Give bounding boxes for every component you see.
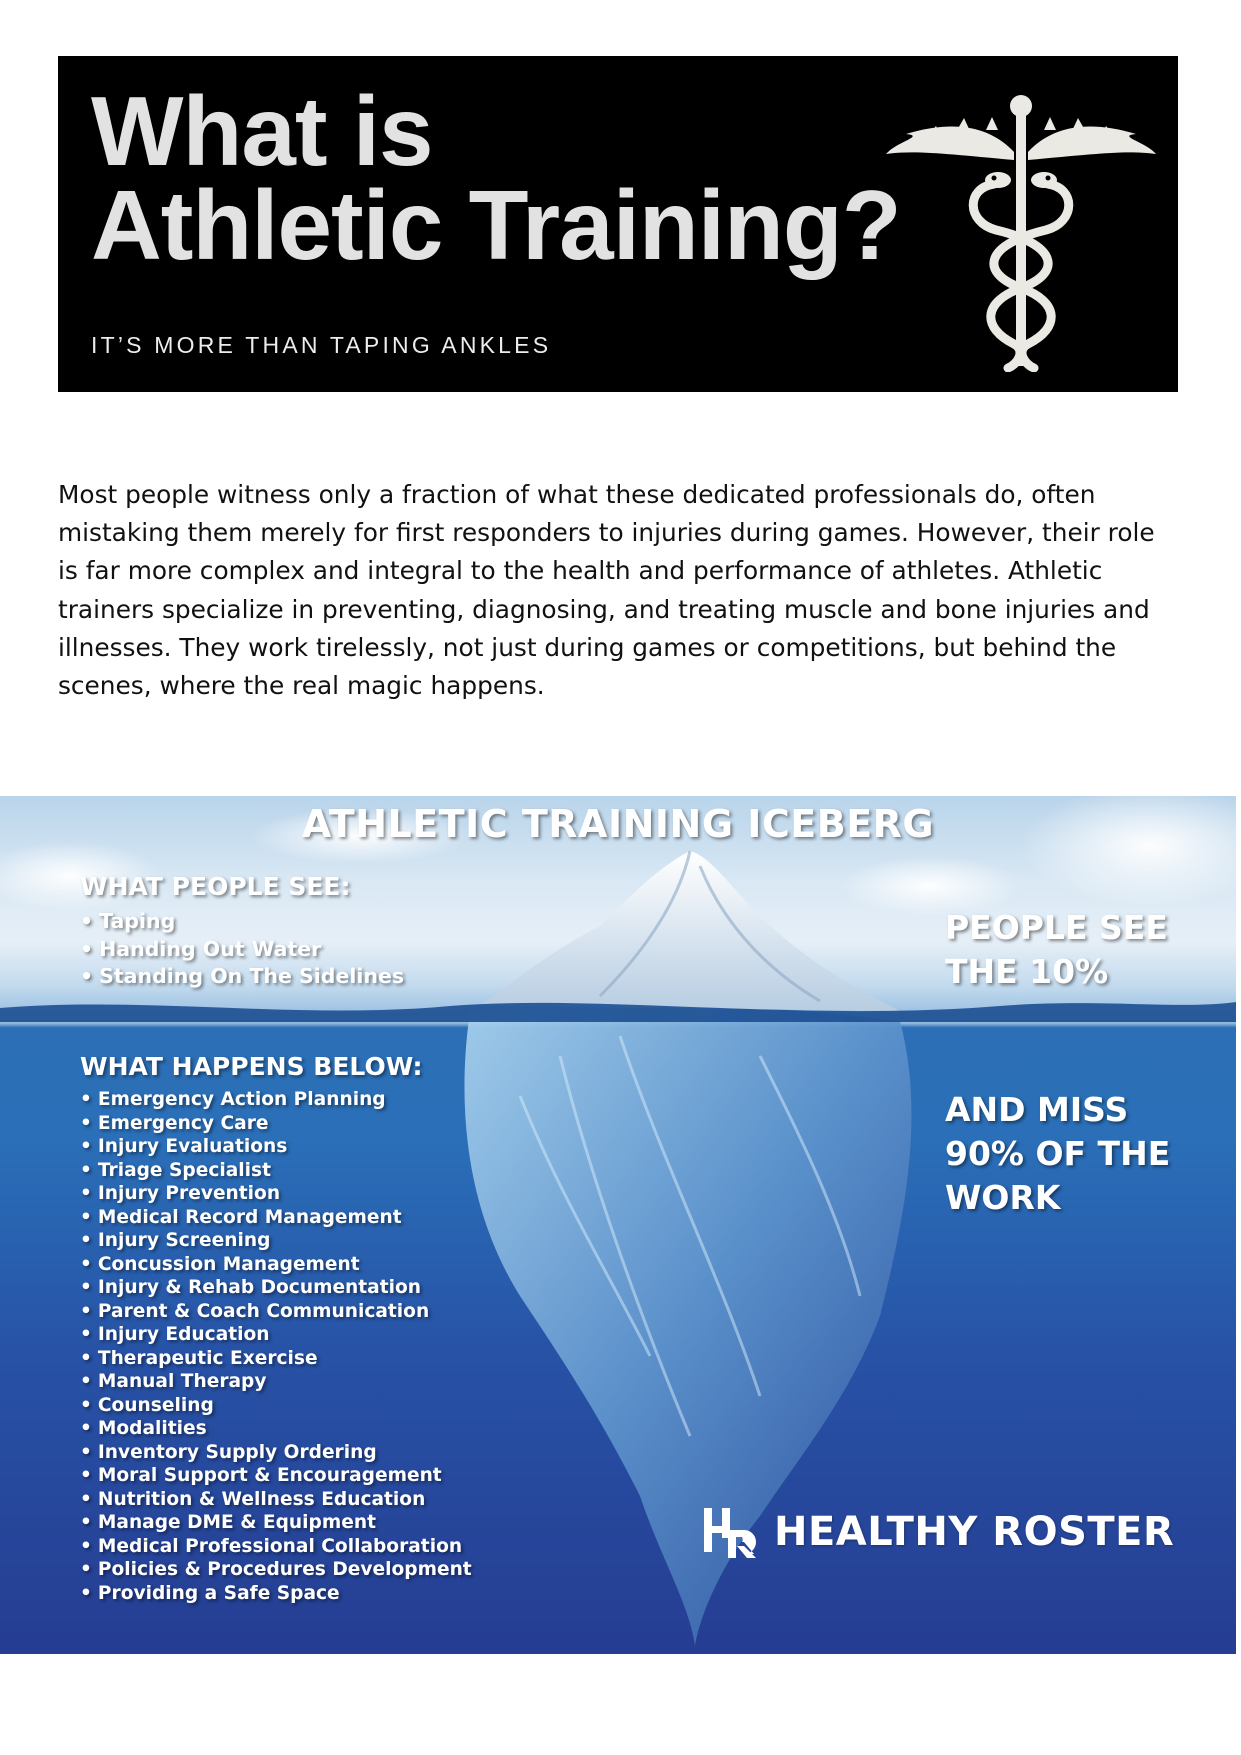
logo-text: HEALTHY ROSTER xyxy=(774,1509,1175,1555)
page-title xyxy=(91,76,901,280)
list-item xyxy=(80,963,404,991)
iceberg-infographic xyxy=(0,796,1236,1654)
title-line-1: What is xyxy=(91,76,433,186)
people-miss-callout: AND MISS 90% OF THE WORK xyxy=(945,1090,1171,1217)
bullet: • xyxy=(80,964,94,988)
bullet: • xyxy=(80,1277,92,1298)
list-item xyxy=(80,1417,472,1441)
list-item-text: Moral Support & Encouragement xyxy=(97,1465,442,1486)
bullet: • xyxy=(80,1347,92,1369)
bullet: • xyxy=(80,1559,92,1580)
what-people-see-heading: WHAT PEOPLE SEE: xyxy=(80,872,351,901)
bullet: • xyxy=(80,1465,92,1486)
what-people-see-list xyxy=(80,908,404,991)
list-item-text: Policies & Procedures Development xyxy=(97,1559,472,1580)
bullet: • xyxy=(80,1300,92,1322)
list-item xyxy=(80,1347,472,1371)
list-item xyxy=(80,1394,472,1418)
list-item-text: Nutrition & Wellness Education xyxy=(97,1488,426,1510)
list-item xyxy=(80,1159,472,1183)
list-item-text: Parent & Coach Communication xyxy=(97,1300,430,1322)
bullet: • xyxy=(80,1441,92,1463)
intro-paragraph: Most people witness only a fraction of what these dedicated professionals do, often mistaking them merely for first responders to injuries during games. However, their role is far more complex and integral to the health and performance of athletes. Athletic trainers specialize in preventing, diagnosing, and treating muscle and bone injuries and illnesses. They work tirelessly, not just during games or competitions, but behind the scenes, where the real magic happens. xyxy=(58,480,1155,701)
bullet: • xyxy=(80,1112,92,1134)
list-item xyxy=(80,1488,472,1512)
list-item-text: Triage Specialist xyxy=(97,1159,271,1181)
list-item xyxy=(80,908,404,936)
people-see-callout: PEOPLE SEE THE 10% xyxy=(945,908,1168,991)
list-item-text: Injury Screening xyxy=(97,1230,271,1251)
bullet: • xyxy=(80,1253,92,1275)
header-banner xyxy=(58,56,1178,392)
bullet: • xyxy=(80,1159,92,1181)
list-item-text: Emergency Care xyxy=(97,1112,269,1134)
bullet: • xyxy=(80,1582,92,1604)
healthy-roster-logo xyxy=(702,1504,1174,1560)
list-item xyxy=(80,1323,472,1347)
list-item-text: Handing Out Water xyxy=(99,936,322,961)
iceberg-tip xyxy=(480,851,900,1011)
list-item xyxy=(80,1582,472,1606)
list-item-text: Injury Prevention xyxy=(97,1183,281,1204)
list-item xyxy=(80,1370,472,1394)
list-item xyxy=(80,1511,472,1535)
bullet: • xyxy=(80,936,94,961)
waterline xyxy=(0,1002,1236,1022)
list-item xyxy=(80,1535,472,1559)
bullet: • xyxy=(80,1206,92,1228)
bullet: • xyxy=(80,1535,92,1557)
list-item xyxy=(80,1135,472,1159)
list-item-text: Therapeutic Exercise xyxy=(97,1347,318,1369)
list-item-text: Medical Professional Collaboration xyxy=(97,1535,463,1557)
subtitle: IT’S MORE THAN TAPING ANKLES xyxy=(91,332,552,358)
title-line-2: Athletic Training? xyxy=(91,170,901,280)
bullet: • xyxy=(80,909,94,933)
bullet: • xyxy=(80,1230,92,1251)
list-item xyxy=(80,1464,472,1488)
bullet: • xyxy=(80,1394,92,1416)
list-item-text: Medical Record Management xyxy=(97,1206,402,1228)
list-item xyxy=(80,1558,472,1582)
list-item-text: Counseling xyxy=(97,1394,214,1416)
list-item-text: Providing a Safe Space xyxy=(97,1582,340,1604)
bullet: • xyxy=(80,1136,92,1157)
bullet: • xyxy=(80,1324,92,1345)
list-item xyxy=(80,1276,472,1300)
what-happens-below-heading: WHAT HAPPENS BELOW: xyxy=(80,1052,423,1081)
caduceus-icon xyxy=(886,92,1156,372)
bullet: • xyxy=(80,1418,92,1439)
list-item-text: Inventory Supply Ordering xyxy=(97,1441,377,1463)
list-item xyxy=(80,1253,472,1277)
hr-logo-icon xyxy=(702,1504,760,1560)
list-item xyxy=(80,1206,472,1230)
iceberg-title: ATHLETIC TRAINING ICEBERG xyxy=(301,802,935,846)
list-item-text: Standing On The Sidelines xyxy=(99,964,405,988)
list-item xyxy=(80,1112,472,1136)
list-item-text: Concussion Management xyxy=(97,1253,360,1275)
bullet: • xyxy=(80,1371,92,1392)
bullet: • xyxy=(80,1183,92,1204)
list-item-text: Injury & Rehab Documentation xyxy=(97,1277,422,1298)
list-item-text: Modalities xyxy=(97,1418,207,1439)
list-item-text: Manage DME & Equipment xyxy=(97,1512,376,1533)
list-item xyxy=(80,1182,472,1206)
list-item xyxy=(80,1088,472,1112)
list-item-text: Emergency Action Planning xyxy=(97,1089,386,1110)
list-item xyxy=(80,1300,472,1324)
bullet: • xyxy=(80,1512,92,1533)
bullet: • xyxy=(80,1488,92,1510)
list-item xyxy=(80,1441,472,1465)
list-item xyxy=(80,936,404,964)
bullet: • xyxy=(80,1089,92,1110)
list-item xyxy=(80,1229,472,1253)
list-item-text: Injury Education xyxy=(97,1324,270,1345)
list-item-text: Taping xyxy=(99,909,176,933)
list-item-text: Injury Evaluations xyxy=(97,1136,288,1157)
what-happens-below-list xyxy=(80,1088,472,1605)
list-item-text: Manual Therapy xyxy=(97,1371,267,1392)
